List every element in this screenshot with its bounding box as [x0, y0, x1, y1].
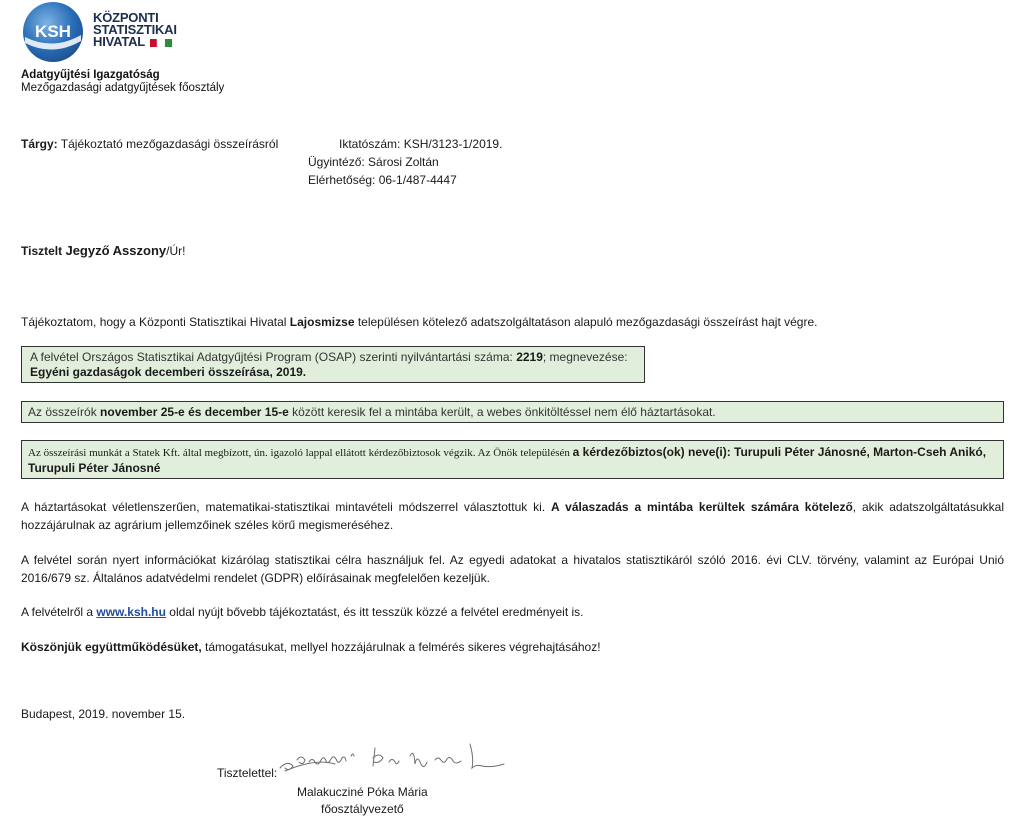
department-name: Adatgyűjtési Igazgatóság — [21, 69, 160, 81]
greeting-prefix: Tisztelt — [21, 244, 66, 258]
department-block — [21, 69, 224, 95]
logo-line-3: HIVATAL — [93, 34, 146, 49]
website-text-after: oldal nyújt bővebb tájékoztatást, és itt tesszük közzé a felvétel eredményeit is. — [165, 605, 584, 619]
interviewer-info-box — [21, 440, 1004, 479]
logo-abbr: KSH — [35, 22, 71, 41]
reference-number: Iktatószám: KSH/3123-1/2019. — [339, 137, 503, 151]
intro-text-before: Tájékoztatom, hogy a Központi Statisztikai Hivatal — [21, 315, 290, 329]
intro-paragraph — [21, 315, 817, 329]
sampling-text-after: , akik adatszolgáltatásukkal hozzájárulnak az agrárium jellemzőinek széles körű megismeréséhez. — [21, 500, 1004, 532]
interviewer-text: Az összeírási munkát a Statek Kft. által megbízott, ún. igazoló lappal ellátott kérdezőbiztosok végzik. Az Önök településén — [28, 447, 573, 459]
case-handler: Ügyintéző: Sárosi Zoltán — [308, 155, 439, 169]
handwritten-signature-icon — [275, 738, 525, 782]
greeting — [21, 243, 185, 258]
ksh-website-link[interactable]: www.ksh.hu — [96, 605, 166, 619]
greeting-emphasis: Jegyző Asszony — [65, 243, 167, 258]
division-name: Mezőgazdasági adatgyűjtések főosztály — [21, 82, 225, 94]
signer-block — [297, 784, 428, 818]
place-and-date: Budapest, 2019. november 15. — [21, 707, 186, 721]
survey-name: Egyéni gazdaságok decemberi összeírása, 2019. — [30, 365, 307, 379]
greeting-suffix: /Úr! — [166, 244, 186, 258]
schedule-info-box — [21, 401, 1004, 423]
subject-label: Tárgy: — [21, 137, 58, 151]
mandatory-notice: A válaszadás a mintába kerültek számára kötelező — [551, 500, 853, 514]
interviewer-names: a kérdezőbiztos(ok) neve(i): Turupuli Péter Jánosné, Marton-Cseh Anikó, Turupuli Péter Jánosné — [28, 445, 987, 475]
osap-info-box — [21, 346, 645, 383]
thanks-paragraph — [21, 638, 1004, 656]
settlement-name: Lajosmizse — [289, 315, 355, 329]
subject-value: Tájékoztató mezőgazdasági összeírásról — [57, 137, 279, 151]
logo-line-2: STATISZTIKAI — [93, 22, 177, 37]
survey-dates: november 25-e és december 15-e — [100, 405, 289, 419]
sampling-text-before: A háztartásokat véletlenszerűen, matematikai-statisztikai mintavételi módszerrel választottuk ki. — [21, 500, 552, 514]
subject-line — [21, 137, 278, 152]
logo-line-1: KÖZPONTI — [93, 10, 159, 25]
thanks-bold: Köszönjük együttműködésüket, — [21, 640, 202, 654]
signer-name: Malakucziné Póka Mária — [297, 785, 428, 799]
sampling-paragraph — [21, 498, 1004, 534]
schedule-text-before: Az összeírók — [28, 405, 101, 419]
schedule-text-after: között keresik fel a mintába került, a webes önkitöltéssel nem élő háztartásokat. — [288, 405, 716, 419]
signer-title: főosztályvezető — [321, 802, 404, 816]
osap-number: 2219 — [516, 350, 543, 364]
intro-text-after: településen kötelező adatszolgáltatáson alapuló mezőgazdasági összeírást hajt végre. — [354, 315, 818, 329]
regards: Tisztelettel: — [217, 766, 278, 780]
ksh-logo-icon — [22, 1, 84, 63]
hungarian-flag-stripe-icon — [150, 39, 172, 47]
contact-phone: Elérhetőség: 06-1/487-4447 — [308, 173, 457, 187]
website-text-before: A felvételről a — [21, 605, 97, 619]
osap-text-after: ; megnevezése: — [542, 350, 628, 364]
privacy-paragraph: A felvétel során nyert információkat kizárólag statisztikai célra használjuk fel. Az egyedi adatokat a hivatalos statisztikáról szóló 2016. évi CLV. törvény, valamint az Európai Unió 2016/679 sz. Általános adatvédelmi rendelet (GDPR) előírásainak megfelelően kezeljük. — [21, 553, 1004, 585]
thanks-text: támogatásukat, mellyel hozzájárulnak a felmérés sikeres végrehajtásához! — [201, 640, 601, 654]
website-paragraph — [21, 603, 1004, 621]
osap-text: A felvétel Országos Statisztikai Adatgyűjtési Program (OSAP) szerinti nyilvántartási száma: — [30, 350, 517, 364]
